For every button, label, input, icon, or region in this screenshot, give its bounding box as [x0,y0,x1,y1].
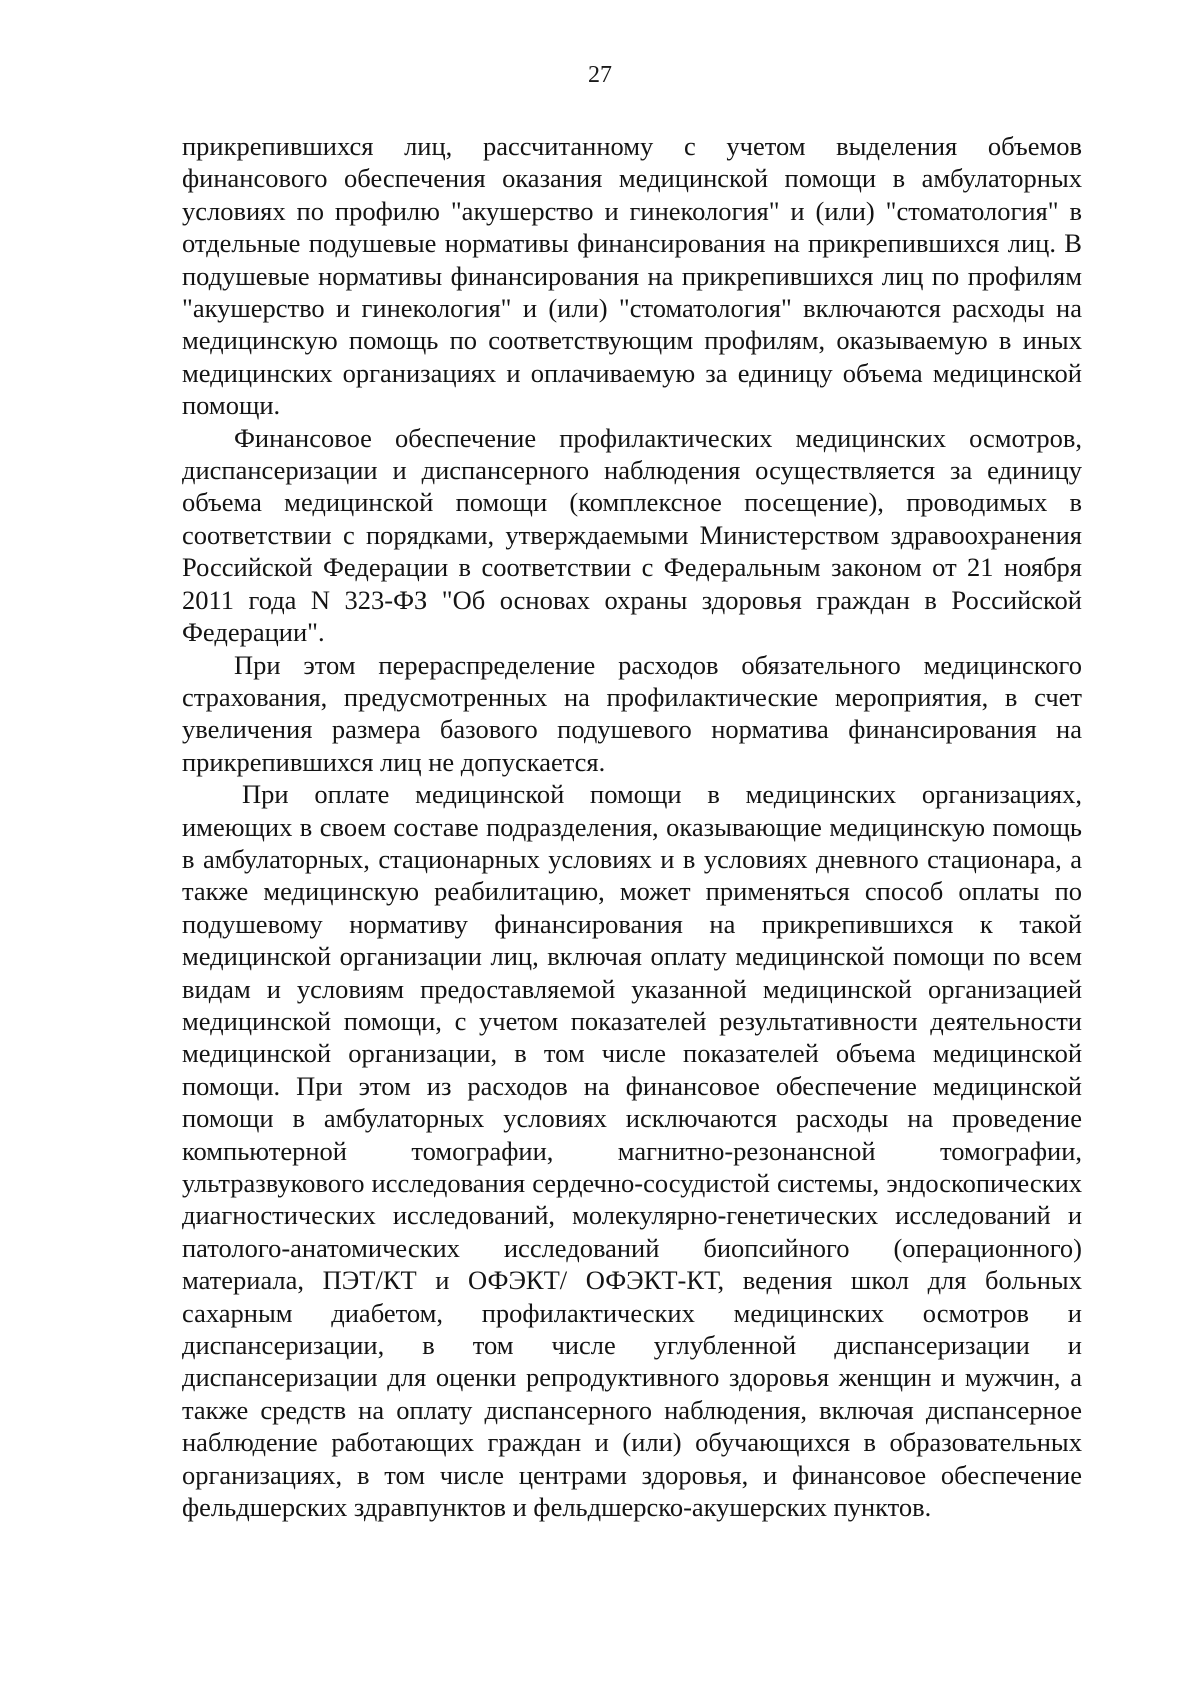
paragraph-per-capita-payment-method: При оплате медицинской помощи в медицинских организациях, имеющих в своем составе подразделения, оказывающие медицинскую помощь в амбулаторных, стационарных условиях и в условиях дневного стационара, а также медицинскую реабилитацию, может применяться способ оплаты по подушевому нормативу финансирования на прикрепившихся к такой медицинской организации лиц, включая оплату медицинской помощи по всем видам и условиям предоставляемой указанной медицинской организацией медицинской помощи, с учетом показателей результативности деятельности медицинской организации, в том числе показателей объема медицинской помощи. При этом из расходов на финансовое обеспечение медицинской помощи в амбулаторных условиях исключаются расходы на проведение компьютерной томографии, магнитно-резонансной томографии, ультразвукового исследования сердечно-сосудистой системы, эндоскопических диагностических исследований, молекулярно-генетических исследований и патолого-анатомических исследований биопсийного (операционного) материала, ПЭТ/КТ и ОФЭКТ/ ОФЭКТ-КТ, ведения школ для больных сахарным диабетом, профилактических медицинских осмотров и диспансеризации, в том числе углубленной диспансеризации и диспансеризации для оценки репродуктивного здоровья женщин и мужчин, а также средств на оплату диспансерного наблюдения, включая диспансерное наблюдение работающих граждан и (или) обучающихся в образовательных организациях, в том числе центрами здоровья, и финансовое обеспечение фельдшерских здравпунктов и фельдшерско-акушерских пунктов. [182,779,1082,1523]
paragraph-continuation: прикрепившихся лиц, рассчитанному с учетом выделения объемов финансового обеспечения оказания медицинской помощи в амбулаторных условиях по профилю "акушерство и гинекология" и (или) "стоматология" в отдельные подушевые нормативы финансирования на прикрепившихся лиц. В подушевые нормативы финансирования на прикрепившихся лиц по профилям "акушерство и гинекология" и (или) "стоматология" включаются расходы на медицинскую помощь по соответствующим профилям, оказываемую в иных медицинских организациях и оплачиваемую за единицу объема медицинской помощи. [182,131,1082,421]
paragraph-preventive-exams-funding: Финансовое обеспечение профилактических медицинских осмотров, диспансеризации и диспансерного наблюдения осуществляется за единицу объема медицинской помощи (комплексное посещение), проводимых в соответствии с порядками, утверждаемыми Министерством здравоохранения Российской Федерации в соответствии с Федеральным законом от 21 ноября 2011 года N 323-ФЗ "Об основах охраны здоровья граждан в Российской Федерации". [182,422,1082,648]
document-body [182,130,1082,1523]
page-number: 27 [588,62,612,88]
paragraph-redistribution-restriction: При этом перераспределение расходов обязательного медицинского страхования, предусмотренных на профилактические мероприятия, в счет увеличения размера базового подушевого норматива финансирования на прикрепившихся лиц не допускается. [182,649,1082,777]
